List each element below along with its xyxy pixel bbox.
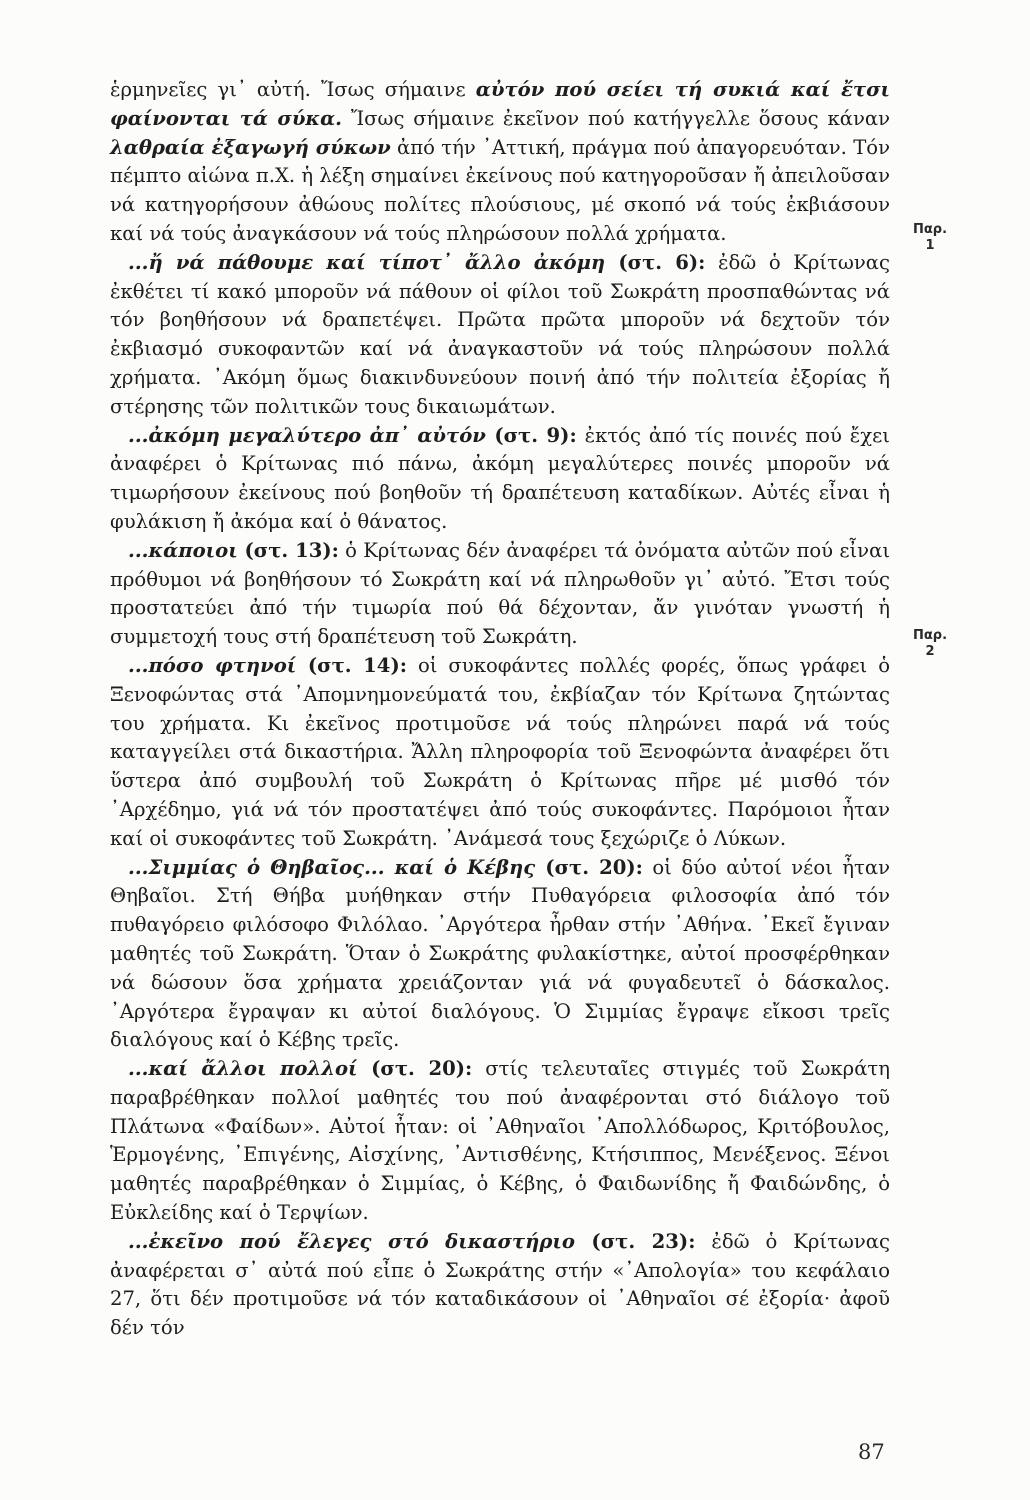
headword: ...ἤ νά πάθουμε καί τίποτ᾽ ἄλλο ἀκόμη <box>128 250 606 274</box>
margin-note-label: Παρ. <box>912 628 948 643</box>
margin-note-number: 1 <box>925 238 935 253</box>
margin-note-par-2 <box>905 628 955 660</box>
line-reference: (στ. 6): <box>605 250 706 274</box>
margin-note-par-1 <box>905 222 955 254</box>
text-block <box>110 76 890 1343</box>
paragraph-note <box>110 1055 890 1228</box>
line-reference: (στ. 23): <box>574 1229 696 1253</box>
body-text: στίς τελευταῖες στιγμές τοῦ Σωκράτη παραβρέθηκαν πολλοί μαθητές του πού ἀναφέρονται στό διάλογο τοῦ Πλάτωνα «Φαίδων». Αὐτοί ἦταν: οἱ ᾽Αθηναῖοι ᾽Απολλόδωρος, Κριτόβουλος, Ἑρμογένης, ᾽Επιγένης, Αἰσχίνης, ᾽Αντισθένης, Κτήσιππος, Μενέξενος. Ξένοι μαθητές παραβρέθηκαν ὁ Σιμμίας, ὁ Κέβης, ὁ Φαιδωνίδης ἤ Φαιδώνδης, ὁ Εὐκλείδης καί ὁ Τερψίων. <box>110 1057 890 1225</box>
headword: ...κάποιοι <box>128 538 238 562</box>
margin-note-number: 2 <box>925 644 935 659</box>
body-text: Ἴσως σήμαινε ἐκεῖνον πού κατήγγελλε ὅσους κάναν <box>342 106 891 130</box>
paragraph-note <box>110 537 890 652</box>
body-text: ὁ Κρίτωνας δέν ἀναφέρει τά ὀνόματα αὐτῶν πού εἶναι πρόθυμοι νά βοηθήσουν τό Σωκράτη καί νά πληρωθοῦν γι᾽ αὐτό. Ἔτσι τούς προστατεύει ἀπό τήν τιμωρία πού θά δέχονταν, ἄν γινόταν γνωστή ἡ συμμετοχή τους στή δραπέτευση τοῦ Σωκράτη. <box>110 538 891 649</box>
headword: ...καί ἄλλοι πολλοί <box>128 1057 358 1081</box>
paragraph-note <box>110 422 890 537</box>
headword: αὐτόν πού σείει τή συκιά καί ἔτσι φαίνονται τά σύκα. <box>110 78 891 130</box>
body-text: οἱ δύο αὐτοί νέοι ἦταν Θηβαῖοι. Στή Θήβα μυήθηκαν στήν Πυθαγόρεια φιλοσοφία ἀπό τόν πυθαγόρειο φιλόσοφο Φιλόλαο. ᾽Αργότερα ἦρθαν στήν ᾽Αθήνα. ᾽Εκεῖ ἔγιναν μαθητές τοῦ Σωκράτη. Ὅταν ὁ Σωκράτης φυλακίστηκε, αὐτοί προσφέρθηκαν νά δώσουν ὅσα χρήματα χρειάζονταν γιά νά φυγαδευτεῖ ὁ δάσκαλος. ᾽Αργότερα ἔγραψαν κι αὐτοί διαλόγους. Ὁ Σιμμίας ἔγραψε εἴκοσι τρεῖς διαλόγους καί ὁ Κέβης τρεῖς. <box>110 855 890 1052</box>
line-reference: (στ. 14): <box>296 653 407 677</box>
line-reference: (στ. 9): <box>485 423 577 447</box>
paragraph-note <box>110 854 890 1056</box>
body-text: ἐδῶ ὁ Κρίτωνας ἐκθέτει τί κακό μποροῦν νά πάθουν οἱ φίλοι τοῦ Σωκράτη προσπαθώντας νά τόν βοηθήσουν νά δραπετέψει. Πρῶτα πρῶτα μποροῦν νά δεχτοῦν τόν ἐκβιασμό συκοφαντῶν καί νά ἀναγκαστοῦν νά τούς πληρώσουν πολλά χρήματα. ᾽Ακόμη ὅμως διακινδυνεύουν ποινή ἀπό τήν πολιτεία ἐξορίας ἤ στέρησης τῶν πολιτικῶν τους δικαιωμάτων. <box>110 250 891 418</box>
headword: ...ἐκεῖνο πού ἔλεγες στό δικαστήριο <box>128 1229 575 1253</box>
page-number: 87 <box>858 1440 885 1464</box>
headword: ...πόσο φτηνοί <box>128 653 297 677</box>
margin-note-label: Παρ. <box>912 222 948 237</box>
body-text: οἱ συκοφάντες πολλές φορές, ὅπως γράφει ὁ Ξενοφώντας στά ᾽Απομνημονεύματά του, ἐκβίαζαν τόν Κρίτωνα ζητώντας του χρήματα. Κι ἐκεῖνος προτιμοῦσε νά τούς πληρώνει παρά νά τούς καταγγείλει στά δικαστήρια. Ἄλλη πληροφορία τοῦ Ξενοφώντα ἀναφέρει ὅτι ὕστερα ἀπό συμβουλή τοῦ Σωκράτη ὁ Κρίτωνας πῆρε μέ μισθό τόν ᾽Αρχέδημο, γιά νά τόν προστατέψει ἀπό τούς συκοφάντες. Παρόμοιοι ἦταν καί οἱ συκοφάντες τοῦ Σωκράτη. ᾽Ανάμεσά τους ξεχώριζε ὁ Λύκων. <box>110 653 890 850</box>
body-text: ἐκτός ἀπό τίς ποινές πού ἔχει ἀναφέρει ὁ Κρίτωνας πιό πάνω, ἀκόμη μεγαλύτερες ποινές μποροῦν νά τιμωρήσουν ἐκείνους πού βοηθοῦν τή δραπέτευση καταδίκων. Αὐτές εἶναι ἡ φυλάκιση ἤ ἀκόμα καί ὁ θάνατος. <box>110 423 890 533</box>
line-reference: (στ. 20): <box>357 1057 473 1081</box>
body-text: ἀπό τήν ᾽Αττική, πράγμα πού ἀπαγορευόταν. Τόν πέμπτο αἰώνα π.Χ. ἡ λέξη σημαίνει ἐκείνους πού κατηγοροῦσαν ἤ ἀπειλοῦσαν νά κατηγορήσουν ἀθώους πολίτες πλούσιους, μέ σκοπό νά τούς ἐκβιάσουν καί νά τούς ἀναγκάσουν νά τούς πληρώσουν πολλά χρήματα. <box>110 135 890 245</box>
line-reference: (στ. 13): <box>237 538 339 562</box>
headword: ...ἀκόμη μεγαλύτερο ἀπ᾽ αὐτόν <box>128 423 486 447</box>
line-reference: (στ. 20): <box>535 855 643 879</box>
body-text: ἑρμηνεῖες γι᾽ αὐτή. Ἴσως σήμαινε <box>110 78 476 101</box>
paragraph-note <box>110 1228 890 1343</box>
headword: λαθραία ἐξαγωγή σύκων <box>110 135 391 159</box>
paragraph-note <box>110 249 890 422</box>
paragraph-intro <box>110 76 890 249</box>
paragraph-note <box>110 652 890 854</box>
body-text: ἐδῶ ὁ Κρίτωνας ἀναφέρεται σ᾽ αὐτά πού εἶπε ὁ Σωκράτης στήν «᾽Απολογία» του κεφάλαιο 27, ὅτι δέν προτιμοῦσε νά τόν καταδικάσουν οἱ ᾽Αθηναῖοι σέ ἐξορία· ἀφοῦ δέν τόν <box>110 1229 891 1340</box>
headword: ...Σιμμίας ὁ Θηβαῖος... καί ὁ Κέβης <box>128 855 536 879</box>
